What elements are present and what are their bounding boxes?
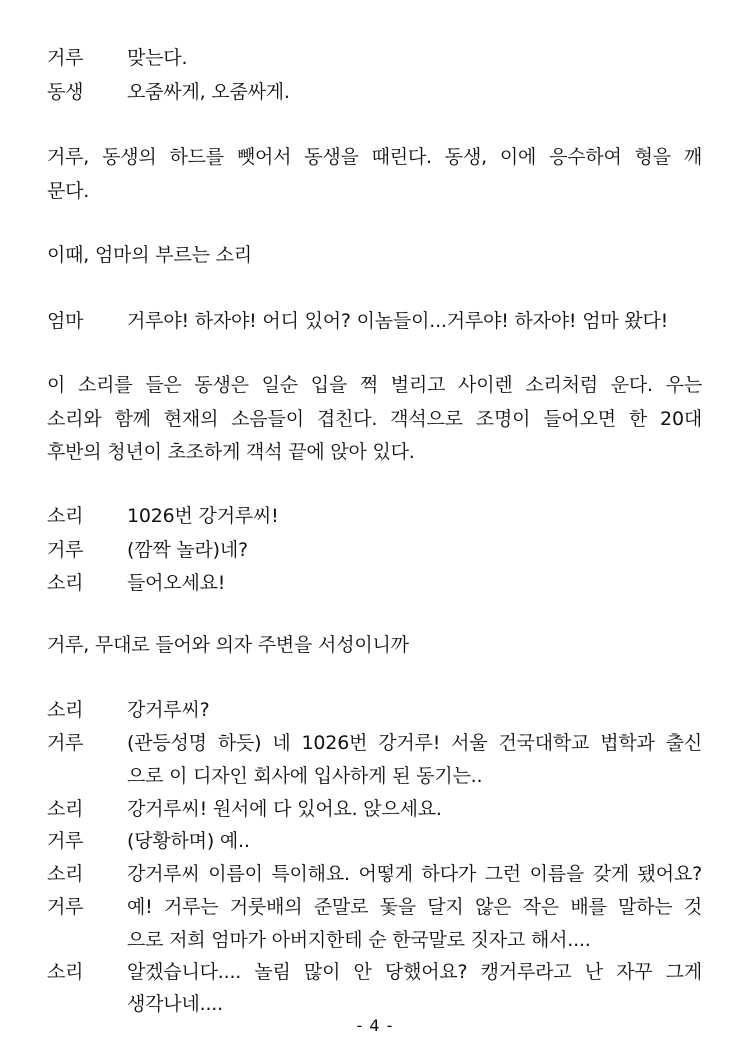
stage-direction: 거루, 무대로 들어와 의자 주변을 서성이니까: [47, 634, 409, 656]
dialogue-text: (관등성명 하듯) 네 1026번 강거루! 서울 건국대학교 법학과 출신: [127, 732, 702, 754]
dialogue-text: 강거루씨 이름이 특이해요. 어떻게 하다가 그런 이름을 갖게 됐어요?: [127, 863, 702, 885]
stage-direction: 후반의 청년이 초조하게 객석 끝에 앉아 있다.: [47, 441, 415, 463]
stage-direction: 거루, 동생의 하드를 뺏어서 동생을 때린다. 동생, 이에 응수하여 형을 깨: [47, 146, 702, 168]
dialogue-text: 거루야! 하자야! 어디 있어? 이놈들이...거루야! 하자야! 엄마 왔다!: [127, 310, 669, 332]
dialogue-text: 맞는다.: [127, 47, 188, 69]
speaker-name: 소리: [47, 961, 84, 983]
stage-direction: 이때, 엄마의 부르는 소리: [47, 244, 252, 266]
page-number: - 4 -: [356, 1016, 394, 1035]
stage-direction: 이 소리를 들은 동생은 일순 입을 쩍 벌리고 사이렌 소리처럼 운다. 우는: [47, 374, 702, 396]
dialogue-text: 예! 거루는 거룻배의 준말로 돛을 달지 않은 작은 배를 말하는 것: [127, 896, 702, 918]
dialogue-text: 오줌싸게, 오줌싸게.: [127, 81, 290, 103]
dialogue-text: 알겠습니다.... 놀림 많이 안 당했어요? 캥거루라고 난 자꾸 그게: [127, 961, 702, 983]
speaker-name: 거루: [47, 896, 84, 918]
speaker-name: 거루: [47, 539, 84, 561]
stage-direction: 문다.: [47, 180, 90, 202]
speaker-name: 거루: [47, 47, 84, 69]
dialogue-text: 생각나네....: [127, 993, 223, 1015]
dialogue-text: (깜짝 놀라)네?: [127, 539, 248, 561]
dialogue-text: 1026번 강거루씨!: [127, 505, 279, 527]
dialogue-text: 강거루씨! 원서에 다 있어요. 앉으세요.: [127, 798, 442, 820]
speaker-name: 소리: [47, 863, 84, 885]
speaker-name: 거루: [47, 732, 84, 754]
stage-direction: 소리와 함께 현재의 소음들이 겹친다. 객석으로 조명이 들어오면 한 20대: [47, 408, 702, 430]
speaker-name: 동생: [47, 81, 84, 103]
speaker-name: 소리: [47, 699, 84, 721]
speaker-name: 소리: [47, 572, 84, 594]
dialogue-text: 들어오세요!: [127, 572, 226, 594]
speaker-name: 소리: [47, 505, 84, 527]
dialogue-text: 으로 이 디자인 회사에 입사하게 된 동기는..: [127, 765, 483, 787]
speaker-name: 엄마: [47, 310, 84, 332]
dialogue-text: 으로 저희 엄마가 아버지한테 순 한국말로 짓자고 해서....: [127, 929, 591, 951]
speaker-name: 거루: [47, 830, 84, 852]
dialogue-text: (당황하며) 예..: [127, 830, 250, 852]
dialogue-text: 강거루씨?: [127, 699, 210, 721]
speaker-name: 소리: [47, 798, 84, 820]
